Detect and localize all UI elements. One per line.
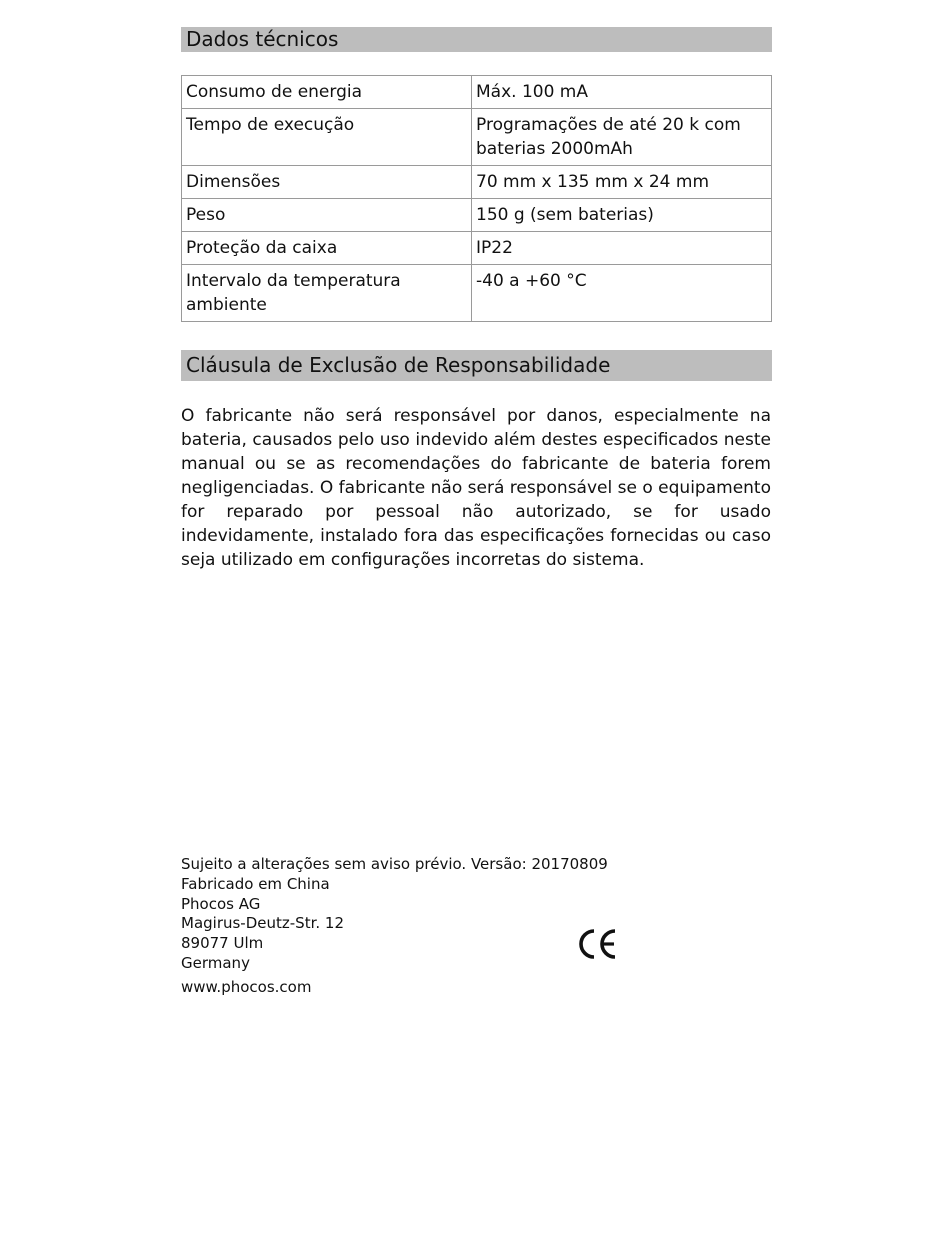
footer-made-in: Fabricado em China [181, 874, 330, 893]
spec-label: Peso [182, 199, 472, 232]
footer-revision-note: Sujeito a alterações sem aviso prévio. Versão: 20170809 [181, 855, 608, 873]
disclaimer-paragraph: O fabricante não será responsável por danos, especialmente na bateria, causados pelo uso indevido além destes especificados neste manual ou se as recomendações do fabricante de bateria forem negligenciadas. O fabricante não será responsável se o equipamento for reparado por pessoal não autorizado, se for usado indevidamente, instalado fora das especificações fornecidas ou caso seja utilizado em configurações incorretas do sistema. [181, 406, 771, 570]
spec-label: Consumo de energia [182, 76, 472, 109]
section-title-disclaimer: Cláusula de Exclusão de Responsabilidade [181, 350, 772, 381]
spec-row [182, 76, 772, 109]
footer-info [181, 855, 608, 998]
spec-row [182, 199, 772, 232]
spec-label: Dimensões [182, 166, 472, 199]
spec-value: IP22 [472, 232, 772, 265]
spec-row [182, 265, 772, 322]
spec-row [182, 166, 772, 199]
spec-label: Tempo de execução [182, 109, 472, 166]
specs-table [181, 75, 772, 322]
footer-country: Germany [181, 953, 250, 972]
spec-row [182, 109, 772, 166]
footer-company: Phocos AG [181, 894, 261, 913]
spec-value: Máx. 100 mA [472, 76, 772, 109]
spec-value: 70 mm x 135 mm x 24 mm [472, 166, 772, 199]
spec-label: Proteção da caixa [182, 232, 472, 265]
footer-website-link[interactable]: www.phocos.com [181, 977, 312, 996]
spec-value: Programações de até 20 k com baterias 2000mAh [472, 109, 772, 166]
spec-row [182, 232, 772, 265]
spec-label: Intervalo da temperatura ambiente [182, 265, 472, 322]
footer-city: 89077 Ulm [181, 934, 264, 953]
ce-mark-icon [577, 928, 619, 960]
spec-value: 150 g (sem baterias) [472, 199, 772, 232]
footer-street: Magirus-Deutz-Str. 12 [181, 914, 344, 933]
spec-value: -40 a +60 °C [472, 265, 772, 322]
section-title-technical-data: Dados técnicos [181, 27, 772, 52]
